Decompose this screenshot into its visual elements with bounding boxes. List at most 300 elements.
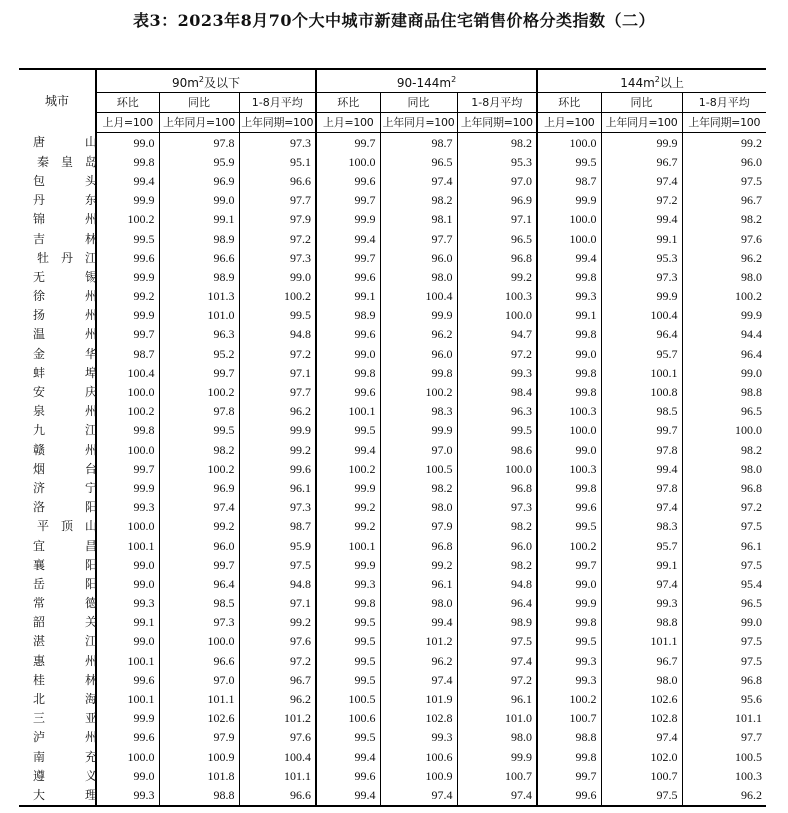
index-value: 96.4 <box>682 344 766 363</box>
index-value: 96.9 <box>159 478 239 497</box>
index-value: 99.6 <box>316 382 380 401</box>
index-value: 101.1 <box>239 766 316 785</box>
index-value: 98.0 <box>380 498 457 517</box>
table-row <box>19 382 766 401</box>
city-char: 亚 <box>84 711 97 726</box>
city-char: 州 <box>84 308 97 323</box>
index-value: 99.5 <box>537 152 601 171</box>
city-name <box>19 152 96 171</box>
city-char: 江 <box>84 634 97 649</box>
index-value: 100.0 <box>537 210 601 229</box>
index-value: 100.3 <box>537 459 601 478</box>
index-value: 97.2 <box>239 651 316 670</box>
city-char: 州 <box>84 442 97 457</box>
index-value: 99.3 <box>537 670 601 689</box>
index-value: 99.9 <box>96 478 159 497</box>
index-value: 98.5 <box>159 594 239 613</box>
index-value: 99.8 <box>537 363 601 382</box>
city-name <box>19 382 96 401</box>
index-value: 100.7 <box>537 709 601 728</box>
city-char: 吉 <box>33 231 46 246</box>
index-value: 99.9 <box>537 594 601 613</box>
index-value: 99.9 <box>457 747 537 766</box>
table-row <box>19 363 766 382</box>
index-value: 96.4 <box>601 325 682 344</box>
index-value: 99.3 <box>380 728 457 747</box>
index-value: 100.5 <box>682 747 766 766</box>
index-value: 101.3 <box>159 287 239 306</box>
city-char: 山 <box>84 519 97 534</box>
index-value: 100.9 <box>159 747 239 766</box>
index-value: 96.1 <box>380 574 457 593</box>
index-value: 97.1 <box>239 594 316 613</box>
index-value: 97.5 <box>682 517 766 536</box>
index-value: 99.9 <box>682 306 766 325</box>
index-value: 97.4 <box>457 651 537 670</box>
city-name <box>19 613 96 632</box>
city-char: 皇 <box>60 154 73 169</box>
group-header-144-above: $144m^2$以上 <box>537 69 766 93</box>
index-value: 97.3 <box>239 498 316 517</box>
table-row <box>19 574 766 593</box>
index-value: 99.3 <box>457 363 537 382</box>
city-char: 蚌 <box>33 365 46 380</box>
index-value: 96.3 <box>159 325 239 344</box>
index-value: 97.3 <box>239 133 316 153</box>
index-value: 97.8 <box>601 440 682 459</box>
index-value: 99.7 <box>96 459 159 478</box>
index-value: 99.9 <box>316 210 380 229</box>
index-value: 100.0 <box>96 517 159 536</box>
index-value: 100.0 <box>457 459 537 478</box>
index-value: 100.4 <box>96 363 159 382</box>
index-value: 98.4 <box>457 382 537 401</box>
city-name <box>19 306 96 325</box>
table-row <box>19 152 766 171</box>
index-value: 96.8 <box>457 478 537 497</box>
index-value: 99.7 <box>537 766 601 785</box>
index-value: 99.3 <box>96 498 159 517</box>
sub-header-yoy: 同比 <box>601 93 682 113</box>
index-value: 96.0 <box>457 536 537 555</box>
index-value: 99.3 <box>537 651 601 670</box>
index-value: 97.4 <box>601 498 682 517</box>
city-char: 阳 <box>84 500 97 515</box>
index-value: 97.5 <box>682 555 766 574</box>
index-value: 96.5 <box>682 402 766 421</box>
city-name <box>19 747 96 766</box>
index-value: 101.1 <box>601 632 682 651</box>
index-value: 100.3 <box>537 402 601 421</box>
city-char: 丹 <box>60 250 73 265</box>
index-value: 100.0 <box>96 747 159 766</box>
city-char: 林 <box>84 672 97 687</box>
index-value: 99.5 <box>316 632 380 651</box>
index-value: 96.0 <box>682 152 766 171</box>
index-value: 99.4 <box>601 459 682 478</box>
index-value: 100.1 <box>316 536 380 555</box>
table-row <box>19 229 766 248</box>
city-char: 桂 <box>33 672 46 687</box>
index-value: 99.0 <box>537 440 601 459</box>
city-name <box>19 498 96 517</box>
index-value: 98.7 <box>239 517 316 536</box>
city-char: 岛 <box>84 154 97 169</box>
index-value: 96.3 <box>457 402 537 421</box>
index-value: 99.0 <box>96 574 159 593</box>
page-title: 表3：2023年8月70个大中城市新建商品住宅销售价格分类指数（二） <box>132 11 656 30</box>
city-char: 台 <box>84 461 97 476</box>
city-char: 江 <box>84 423 97 438</box>
index-value: 101.0 <box>159 306 239 325</box>
city-char: 常 <box>33 596 46 611</box>
index-value: 96.2 <box>239 689 316 708</box>
table-row <box>19 344 766 363</box>
table-row <box>19 210 766 229</box>
units-row <box>19 113 766 133</box>
index-value: 100.3 <box>682 766 766 785</box>
index-value: 96.6 <box>159 651 239 670</box>
city-char: 丹 <box>33 193 46 208</box>
index-value: 96.2 <box>380 325 457 344</box>
sub-header-avg: 1-8月平均 <box>239 93 316 113</box>
index-value: 96.1 <box>239 478 316 497</box>
index-value: 99.0 <box>682 363 766 382</box>
index-value: 98.2 <box>682 440 766 459</box>
table-row <box>19 709 766 728</box>
city-name <box>19 709 96 728</box>
city-char: 州 <box>84 289 97 304</box>
city-char: 徐 <box>33 289 46 304</box>
index-value: 99.0 <box>96 766 159 785</box>
index-value: 99.5 <box>316 728 380 747</box>
index-value: 102.6 <box>601 689 682 708</box>
index-value: 98.9 <box>457 613 537 632</box>
index-value: 100.2 <box>316 459 380 478</box>
index-value: 97.5 <box>601 785 682 805</box>
index-value: 99.6 <box>316 325 380 344</box>
index-value: 99.6 <box>316 171 380 190</box>
index-value: 99.1 <box>316 287 380 306</box>
index-value: 97.3 <box>457 498 537 517</box>
index-value: 94.7 <box>457 325 537 344</box>
index-value: 100.0 <box>537 229 601 248</box>
city-char: 海 <box>84 692 97 707</box>
city-char: 金 <box>33 346 46 361</box>
index-value: 97.6 <box>239 728 316 747</box>
index-value: 99.5 <box>537 632 601 651</box>
city-char: 秦 <box>37 154 50 169</box>
index-value: 96.2 <box>239 402 316 421</box>
table-row <box>19 440 766 459</box>
index-value: 96.2 <box>682 248 766 267</box>
index-value: 99.1 <box>601 229 682 248</box>
index-value: 99.3 <box>601 594 682 613</box>
table-row <box>19 421 766 440</box>
unit-avg: 上年同期=100 <box>239 113 316 133</box>
index-value: 100.6 <box>380 747 457 766</box>
index-value: 99.1 <box>601 555 682 574</box>
index-value: 98.1 <box>380 210 457 229</box>
index-value: 99.6 <box>537 785 601 805</box>
city-char: 济 <box>33 480 46 495</box>
city-name <box>19 440 96 459</box>
city-name <box>19 651 96 670</box>
index-value: 99.3 <box>537 287 601 306</box>
index-value: 99.8 <box>316 363 380 382</box>
city-name <box>19 402 96 421</box>
city-char: 洛 <box>33 500 46 515</box>
city-name <box>19 766 96 785</box>
city-name <box>19 728 96 747</box>
table-row <box>19 171 766 190</box>
index-value: 99.1 <box>537 306 601 325</box>
index-value: 97.2 <box>239 229 316 248</box>
unit-mom: 上月=100 <box>96 113 159 133</box>
index-value: 101.2 <box>380 632 457 651</box>
index-value: 100.1 <box>96 651 159 670</box>
index-value: 100.2 <box>537 536 601 555</box>
index-value: 98.7 <box>537 171 601 190</box>
city-char: 包 <box>33 173 46 188</box>
index-value: 95.1 <box>239 152 316 171</box>
city-char: 大 <box>33 787 46 802</box>
index-value: 99.3 <box>96 785 159 805</box>
city-name <box>19 248 96 267</box>
index-value: 94.8 <box>239 325 316 344</box>
index-value: 100.8 <box>601 382 682 401</box>
index-value: 99.0 <box>537 574 601 593</box>
sub-header-yoy: 同比 <box>380 93 457 113</box>
city-char: 宜 <box>33 538 46 553</box>
index-value: 95.7 <box>601 344 682 363</box>
sub-header-mom: 环比 <box>96 93 159 113</box>
index-value: 96.1 <box>682 536 766 555</box>
city-char: 惠 <box>33 653 46 668</box>
index-value: 98.8 <box>159 785 239 805</box>
city-char: 德 <box>84 596 97 611</box>
index-value: 100.1 <box>601 363 682 382</box>
index-value: 99.7 <box>316 248 380 267</box>
table-row <box>19 766 766 785</box>
index-value: 96.9 <box>159 171 239 190</box>
index-value: 96.0 <box>159 536 239 555</box>
index-value: 97.9 <box>380 517 457 536</box>
index-value: 98.0 <box>380 267 457 286</box>
table-row <box>19 613 766 632</box>
city-column-header: 城市 <box>19 69 96 133</box>
index-value: 102.8 <box>601 709 682 728</box>
index-value: 97.7 <box>682 728 766 747</box>
city-char: 平 <box>37 519 50 534</box>
city-name <box>19 363 96 382</box>
index-value: 95.3 <box>601 248 682 267</box>
index-value: 96.2 <box>380 651 457 670</box>
city-char: 理 <box>84 787 97 802</box>
index-value: 97.2 <box>601 191 682 210</box>
index-value: 100.0 <box>537 421 601 440</box>
index-value: 99.4 <box>601 210 682 229</box>
group-header-90-144: $90-144m^2$ <box>316 69 537 93</box>
city-char: 华 <box>84 346 97 361</box>
table-row <box>19 267 766 286</box>
index-value: 99.0 <box>316 344 380 363</box>
unit-mom: 上月=100 <box>537 113 601 133</box>
index-value: 101.8 <box>159 766 239 785</box>
city-char: 东 <box>84 193 97 208</box>
index-value: 99.1 <box>159 210 239 229</box>
index-value: 95.9 <box>159 152 239 171</box>
index-value: 96.9 <box>457 191 537 210</box>
city-char: 九 <box>33 423 46 438</box>
city-char: 山 <box>84 135 97 150</box>
city-char: 湛 <box>33 634 46 649</box>
city-char: 岳 <box>33 576 46 591</box>
index-value: 98.2 <box>682 210 766 229</box>
index-value: 99.9 <box>96 306 159 325</box>
city-char: 州 <box>84 212 97 227</box>
index-value: 100.5 <box>316 689 380 708</box>
city-char: 昌 <box>84 538 97 553</box>
index-value: 97.3 <box>601 267 682 286</box>
index-value: 102.8 <box>380 709 457 728</box>
index-value: 100.1 <box>96 536 159 555</box>
index-value: 99.8 <box>537 747 601 766</box>
city-char: 泸 <box>33 730 46 745</box>
index-value: 96.6 <box>239 171 316 190</box>
index-value: 99.2 <box>96 287 159 306</box>
index-value: 99.9 <box>537 191 601 210</box>
index-value: 99.7 <box>159 363 239 382</box>
index-value: 96.8 <box>682 478 766 497</box>
city-name <box>19 229 96 248</box>
index-value: 97.4 <box>457 785 537 805</box>
index-value: 99.0 <box>96 133 159 153</box>
index-value: 96.8 <box>380 536 457 555</box>
index-value: 96.8 <box>457 248 537 267</box>
index-value: 99.7 <box>159 555 239 574</box>
index-value: 98.2 <box>457 555 537 574</box>
city-name <box>19 574 96 593</box>
index-value: 100.2 <box>380 382 457 401</box>
index-value: 99.9 <box>380 421 457 440</box>
sub-header-avg: 1-8月平均 <box>457 93 537 113</box>
index-value: 99.5 <box>316 421 380 440</box>
table-row <box>19 498 766 517</box>
index-value: 97.2 <box>239 344 316 363</box>
city-char: 无 <box>33 269 46 284</box>
index-value: 99.0 <box>537 344 601 363</box>
index-value: 99.0 <box>239 267 316 286</box>
index-value: 98.0 <box>682 267 766 286</box>
index-value: 100.0 <box>537 133 601 153</box>
sub-header-avg: 1-8月平均 <box>682 93 766 113</box>
index-value: 101.1 <box>682 709 766 728</box>
city-char: 三 <box>33 711 46 726</box>
index-value: 98.2 <box>380 478 457 497</box>
index-value: 99.0 <box>96 632 159 651</box>
index-value: 96.0 <box>380 344 457 363</box>
index-value: 101.1 <box>159 689 239 708</box>
index-value: 98.5 <box>601 402 682 421</box>
index-value: 96.4 <box>159 574 239 593</box>
table-row <box>19 689 766 708</box>
city-char: 安 <box>33 385 46 400</box>
index-value: 99.6 <box>96 728 159 747</box>
index-value: 99.2 <box>239 613 316 632</box>
table-row <box>19 594 766 613</box>
index-value: 100.6 <box>316 709 380 728</box>
index-value: 99.6 <box>239 459 316 478</box>
index-value: 100.0 <box>316 152 380 171</box>
city-name <box>19 287 96 306</box>
city-char: 关 <box>84 615 97 630</box>
index-value: 97.2 <box>682 498 766 517</box>
city-name <box>19 689 96 708</box>
index-value: 99.8 <box>537 613 601 632</box>
index-value: 98.2 <box>380 191 457 210</box>
index-value: 98.2 <box>159 440 239 459</box>
index-value: 100.0 <box>457 306 537 325</box>
index-value: 99.4 <box>537 248 601 267</box>
index-value: 99.9 <box>96 709 159 728</box>
city-name <box>19 421 96 440</box>
index-value: 100.1 <box>96 689 159 708</box>
index-value: 95.7 <box>601 536 682 555</box>
index-value: 97.2 <box>457 344 537 363</box>
index-value: 96.6 <box>239 785 316 805</box>
index-value: 97.0 <box>159 670 239 689</box>
city-char: 阳 <box>84 576 97 591</box>
index-value: 97.3 <box>159 613 239 632</box>
index-value: 100.0 <box>682 421 766 440</box>
index-value: 97.5 <box>682 651 766 670</box>
index-value: 99.8 <box>537 267 601 286</box>
index-value: 100.3 <box>457 287 537 306</box>
index-value: 99.9 <box>601 133 682 153</box>
city-name <box>19 210 96 229</box>
index-value: 99.5 <box>96 229 159 248</box>
city-name <box>19 478 96 497</box>
price-index-table <box>19 68 766 807</box>
index-value: 99.3 <box>96 594 159 613</box>
city-name <box>19 267 96 286</box>
index-value: 99.9 <box>239 421 316 440</box>
table-row <box>19 517 766 536</box>
city-name <box>19 191 96 210</box>
index-value: 98.3 <box>380 402 457 421</box>
index-value: 99.1 <box>96 613 159 632</box>
index-value: 96.6 <box>159 248 239 267</box>
index-value: 99.6 <box>537 498 601 517</box>
index-value: 96.7 <box>682 191 766 210</box>
table-row <box>19 670 766 689</box>
city-char: 阳 <box>84 557 97 572</box>
index-value: 99.8 <box>380 363 457 382</box>
sub-header-mom: 环比 <box>316 93 380 113</box>
index-value: 100.7 <box>601 766 682 785</box>
table-row <box>19 133 766 153</box>
index-value: 100.2 <box>159 459 239 478</box>
table-row <box>19 785 766 805</box>
index-value: 100.4 <box>601 306 682 325</box>
index-value: 94.8 <box>239 574 316 593</box>
table-row <box>19 555 766 574</box>
city-name <box>19 536 96 555</box>
index-value: 96.7 <box>601 152 682 171</box>
index-value: 97.4 <box>601 574 682 593</box>
index-value: 100.2 <box>159 382 239 401</box>
